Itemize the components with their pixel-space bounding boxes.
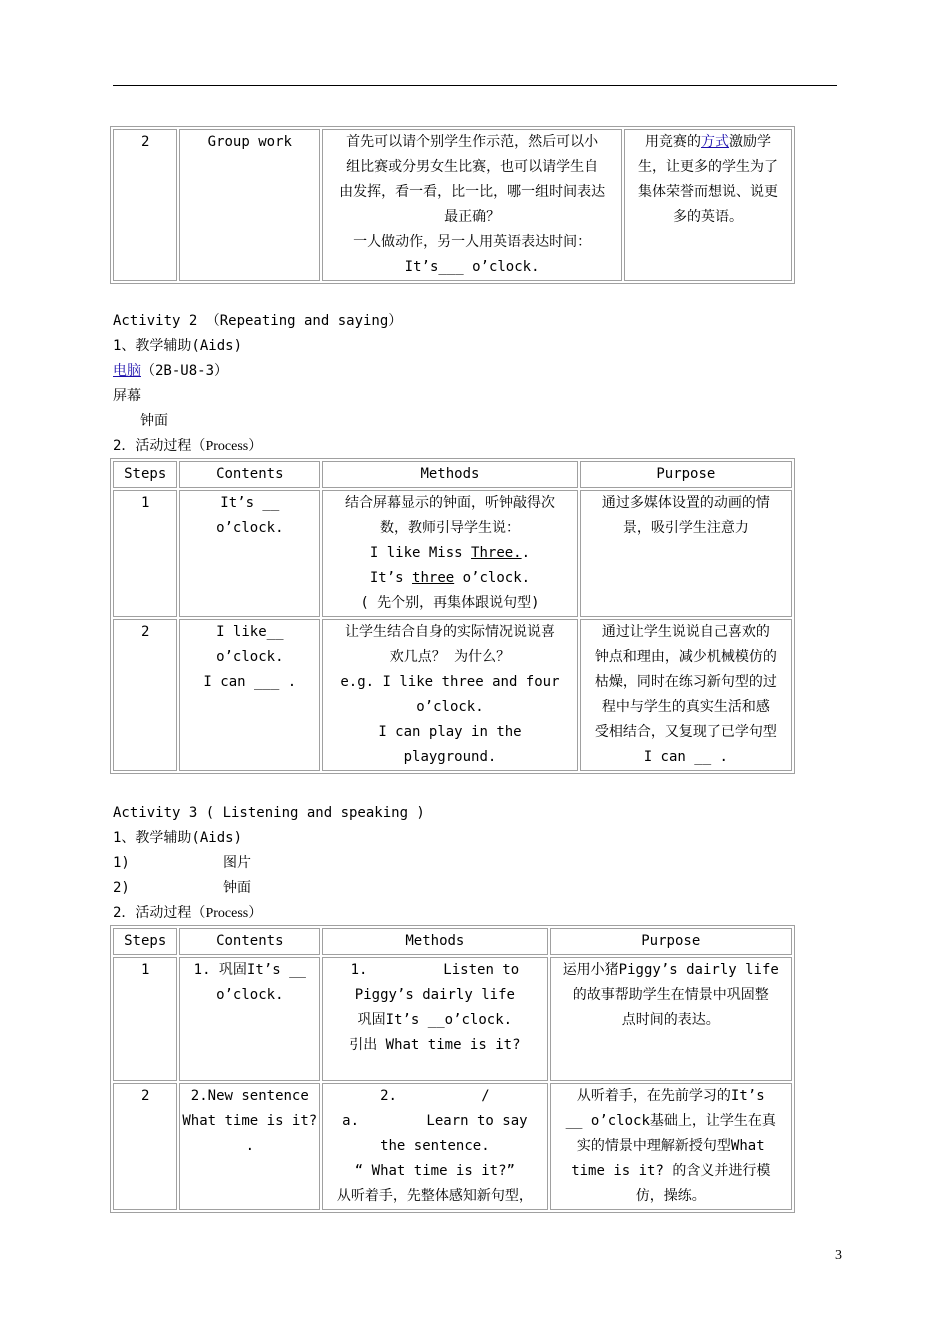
header-contents: Contents [179,461,320,488]
step-cell: 2 [113,619,177,771]
purpose-cell: 用竞赛的方式激励学 生，让更多的学生为了 集体荣誉而想说、说更 多的英语。 [624,129,792,281]
activity2-aid-clockface: 钟面 [140,413,168,429]
table-row [113,1083,792,1210]
activity3-aid-1: 1) 图片 [113,855,251,871]
purpose-cell: 通过让学生说说自己喜欢的 钟点和理由，减少机械模仿的 枯燥，同时在练习新句型的过 程中与学生的真实生活和感 受相结合，又复现了已学句型 I can __ . [580,619,792,771]
activity2-aid-computer: 电脑（2B-U8-3） [113,363,229,379]
contents-cell: Group work [179,129,320,281]
methods-cell: 让学生结合自身的实际情况说说喜 欢几点？ 为什么？ e.g. I like three and four o’clock. I can play in the playground. [322,619,578,771]
activity3-title: Activity 3 ( Listening and speaking ) [113,805,425,821]
activity3-aid-2: 2) 钟面 [113,880,251,896]
step-cell: 1 [113,490,177,617]
activity2-table [110,458,795,774]
method-link[interactable]: 方式 [700,134,729,150]
table-row [113,957,792,1081]
table-header-row [113,461,792,488]
methods-cell: 2. / a. Learn to say the sentence. “ What time is it?” 从听着手，先整体感知新句型， [322,1083,547,1210]
activity3-process-heading: 2．活动过程（Process） [113,905,263,921]
activity2-process-heading: 2．活动过程（Process） [113,438,263,454]
step-cell: 1 [113,957,177,1081]
table-group-work [110,126,795,284]
header-purpose: Purpose [580,461,792,488]
methods-cell: 1. Listen to Piggy’s dairly life 巩固It’s __o’clock. 引出 What time is it? [322,957,547,1081]
contents-cell: I like__ o’clock. I can ___ . [179,619,320,771]
methods-cell: 首先可以请个别学生作示范，然后可以小 组比赛或分男女生比赛，也可以请学生自 由发挥，看一看，比一比，哪一组时间表达 最正确？ 一人做动作，另一人用英语表达时间： It’s___ o’clock. [322,129,622,281]
step-cell: 2 [113,129,177,281]
activity3-aids-heading: 1、教学辅助(Aids) [113,830,243,846]
step-cell: 2 [113,1083,177,1210]
header-purpose: Purpose [550,928,792,955]
header-steps: Steps [113,928,177,955]
header-methods: Methods [322,461,578,488]
page-number: 3 [835,1248,842,1263]
contents-cell: It’s __ o’clock. [179,490,320,617]
contents-cell: 2.New sentence What time is it? . [179,1083,320,1210]
methods-cell: 结合屏幕显示的钟面，听钟敲得次 数，教师引导学生说： I like Miss Three.. It’s three o’clock. ( 先个别，再集体跟说句型) [322,490,578,617]
purpose-cell: 从听着手，在先前学习的It’s __ o’clock基础上，让学生在真 实的情景中理解新授句型What time is it? 的含义并进行模 仿，操练。 [550,1083,792,1210]
purpose-cell: 通过多媒体设置的动画的情 景，吸引学生注意力 [580,490,792,617]
table-header-row [113,928,792,955]
header-methods: Methods [322,928,547,955]
header-rule [113,85,837,86]
activity2-aids-heading: 1、教学辅助(Aids) [113,338,243,354]
table-row [113,490,792,617]
computer-link[interactable]: 电脑 [113,363,141,379]
header-contents: Contents [179,928,320,955]
activity3-table [110,925,795,1213]
header-steps: Steps [113,461,177,488]
contents-cell: 1. 巩固It’s __ o’clock. [179,957,320,1081]
activity2-aid-screen: 屏幕 [113,388,141,404]
table-row [113,129,792,281]
table-row [113,619,792,771]
activity2-title: Activity 2 （Repeating and saying） [113,313,403,329]
purpose-cell: 运用小猪Piggy’s dairly life 的故事帮助学生在情景中巩固整 点时间的表达。 [550,957,792,1081]
